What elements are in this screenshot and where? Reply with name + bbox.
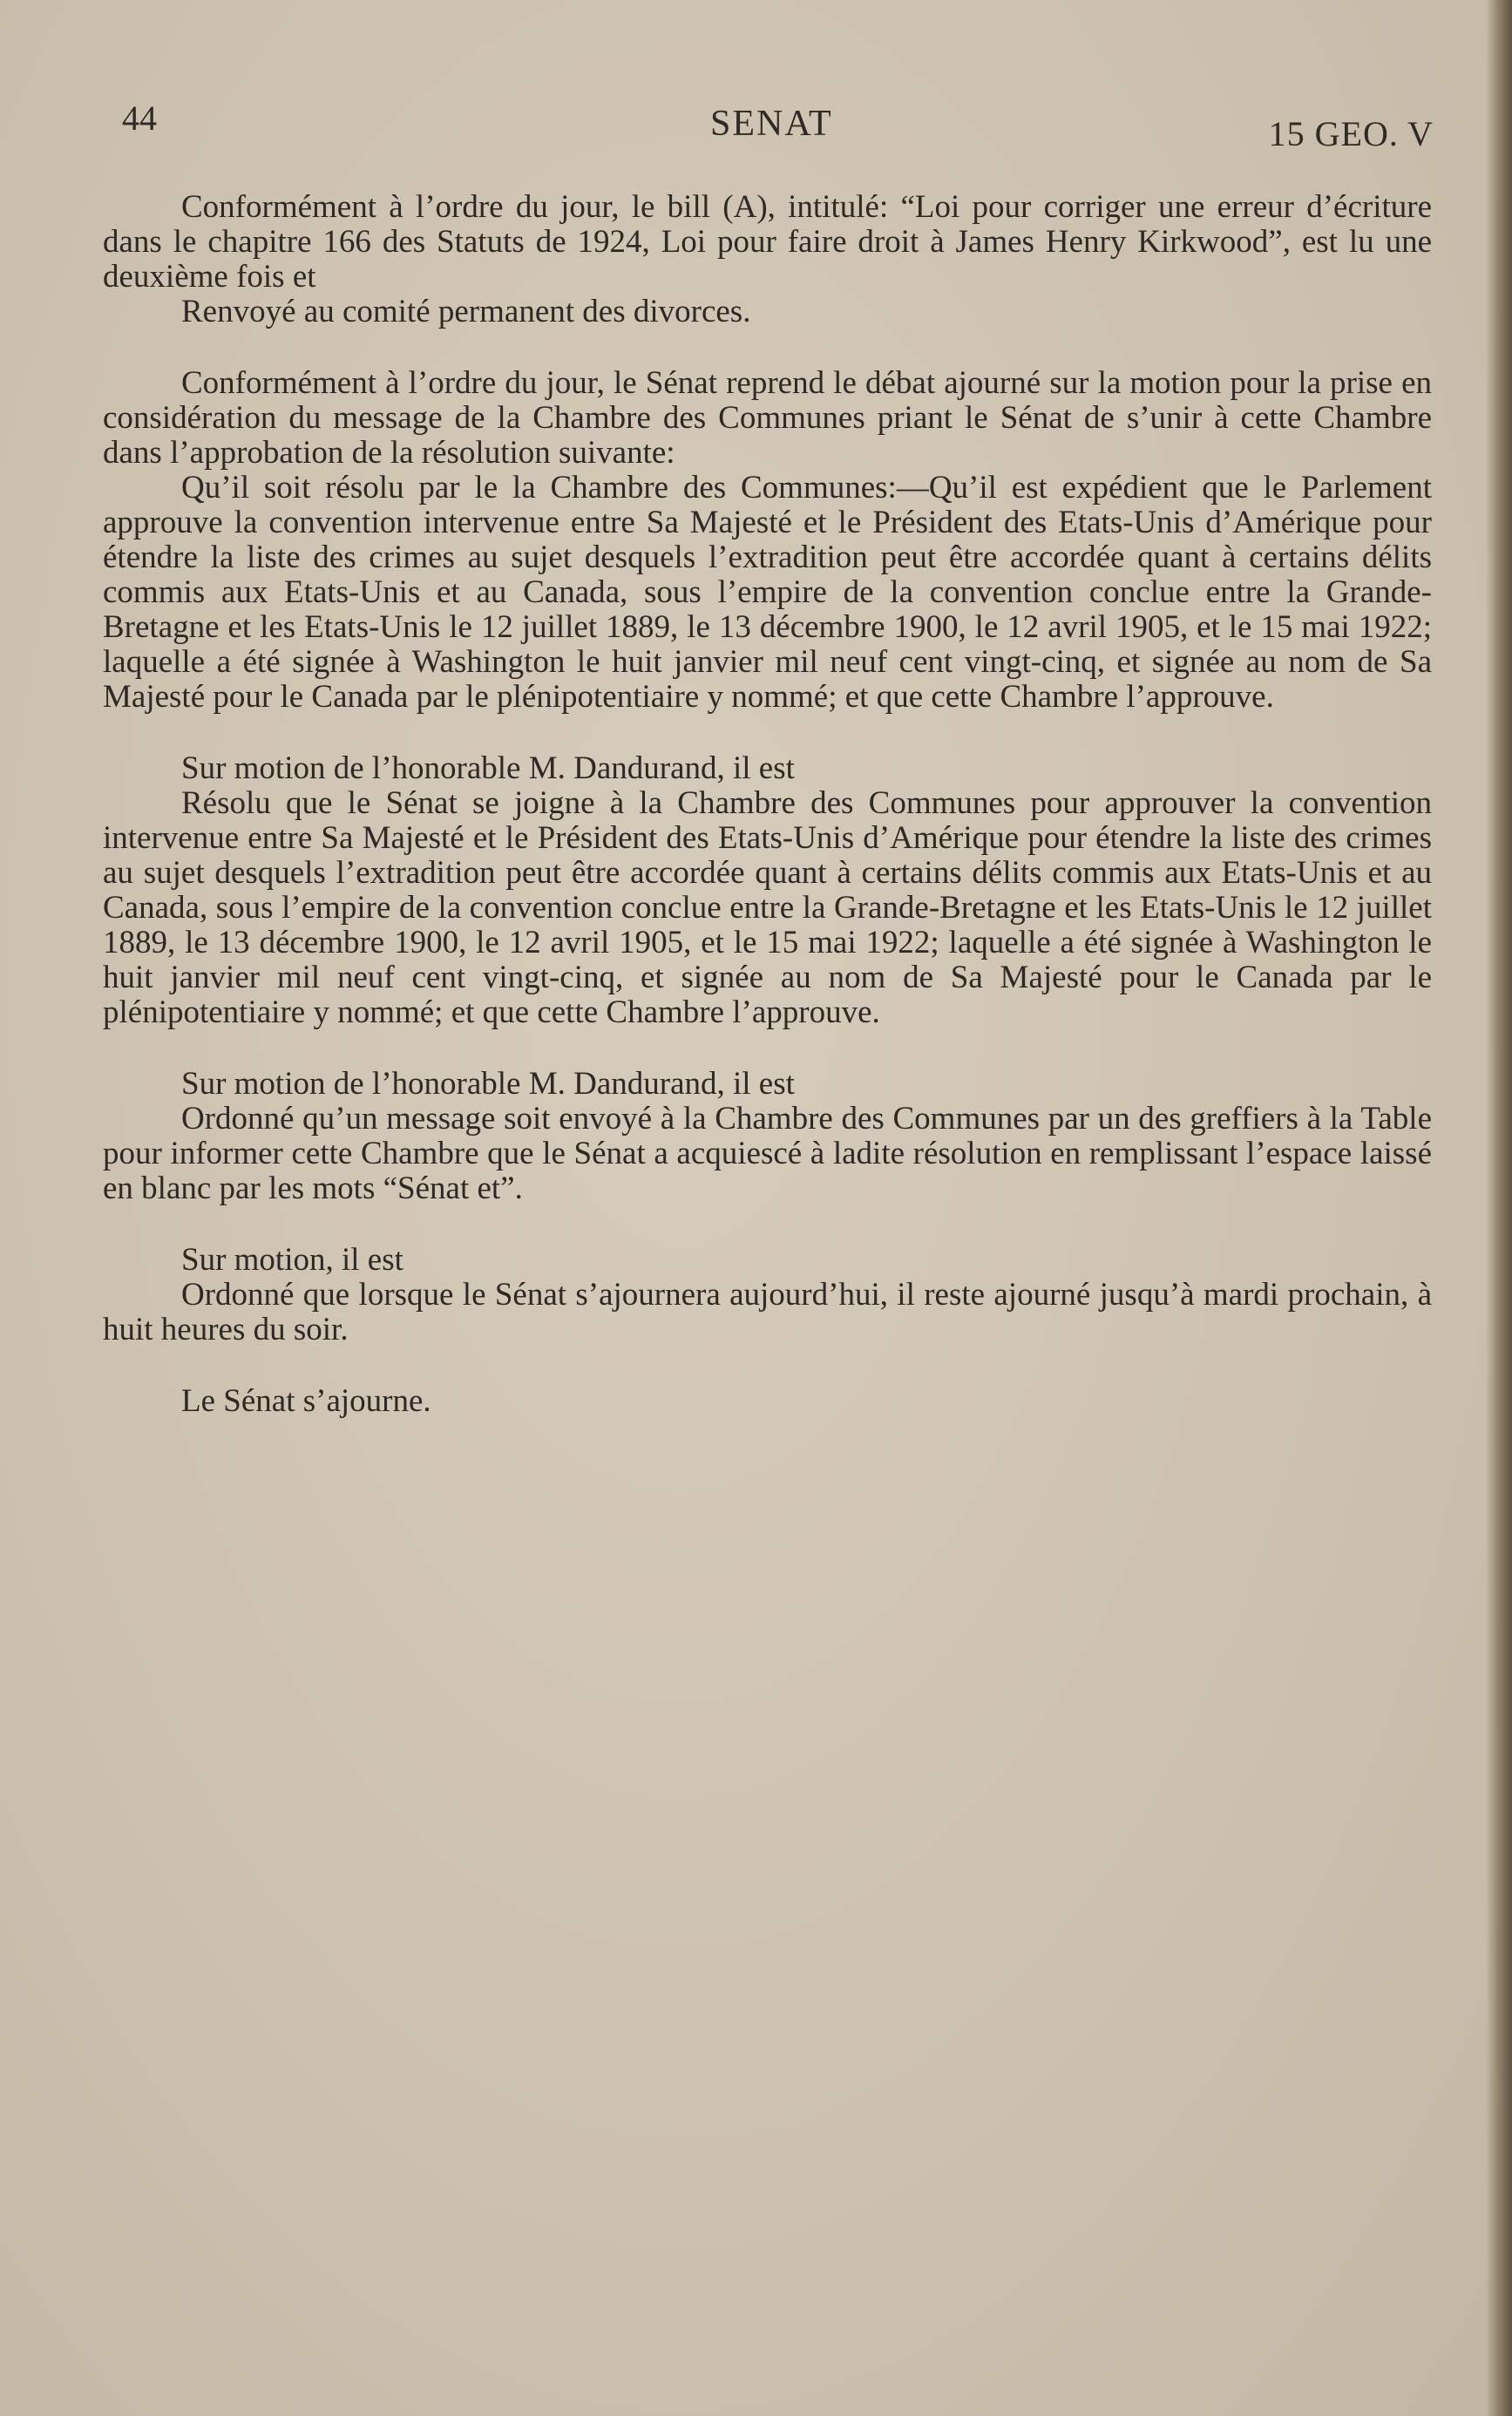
paragraph-gap [103, 329, 1432, 366]
regnal-year: 15 GEO. V [1268, 114, 1434, 153]
paragraph-gap [103, 1347, 1432, 1384]
paragraph-ordered-message-commons: Ordonné qu’un message soit envoyé à la Chambre des Communes par un des greffiers à la Table pour informer cette Chambre que le Sénat a acquiescé à ladite résolution en remplissant l’espace laissé en blanc par les mots “Sénat et”. [103, 1101, 1432, 1206]
page-spine-edge [1486, 0, 1512, 2416]
paragraph-gap [103, 715, 1432, 751]
paragraph-commons-resolution: Qu’il soit résolu par le la Chambre des Communes:—Qu’il est expédient que le Parlement approuve la convention intervenue entre Sa Majesté et le Président des Etats-Unis d’Amérique pour étendre la liste des crimes au sujet desquels l’extradition peut être accordée quant à certains délits commis aux Etats-Unis et au Canada, sous l’empire de la convention conclue entre la Grande-Bretagne et les Etats-Unis le 12 juillet 1889, le 13 décembre 1900, le 12 avril 1905, et le 15 mai 1922; laquelle a été signée à Washington le huit janvier mil neuf cent vingt-cinq, et signée au nom de Sa Majesté pour le Canada par le plénipotentiaire y nommé; et que cette Chambre l’approuve. [103, 470, 1432, 715]
paragraph-referred-divorce-committee: Renvoyé au comité permanent des divorces. [181, 294, 751, 329]
paragraph-debate-resumed: Conformément à l’ordre du jour, le Sénat reprend le débat ajourné sur la motion pour la prise en considération du message de la Chambre des Communes priant le Sénat de s’unir à cette Chambre dans l’approbation de la résolution suivante: [103, 365, 1432, 471]
paragraph-gap [103, 1206, 1432, 1243]
paragraph-ordered-adjournment: Ordonné que lorsque le Sénat s’ajournera aujourd’hui, il reste ajourné jusqu’à mardi prochain, à huit heures du soir. [103, 1277, 1432, 1347]
paragraph-motion-dandurand-2: Sur motion de l’honorable M. Dandurand, il est [181, 1066, 795, 1102]
paragraph-motion-dandurand-1: Sur motion de l’honorable M. Dandurand, il est [181, 750, 795, 786]
paragraph-senate-adjourns: Le Sénat s’ajourne. [181, 1383, 431, 1419]
paragraph-resolved-approve-convention: Résolu que le Sénat se joigne à la Chambre des Communes pour approuver la convention intervenue entre Sa Majesté et le Président des Etats-Unis d’Amérique pour étendre la liste des crimes au sujet desquels l’extradition peut être accordée quant à certains délits commis aux Etats-Unis et au Canada, sous l’empire de la convention conclue entre la Grande-Bretagne et les Etats-Unis le 12 juillet 1889, le 13 décembre 1900, le 12 avril 1905, et le 15 mai 1922; laquelle a été signée à Washington le huit janvier mil neuf cent vingt-cinq, et signée au nom de Sa Majesté pour le Canada par le plénipotentiaire y nommé; et que cette Chambre l’approuve. [103, 785, 1432, 1030]
paragraph-bill-a-second-reading: Conformément à l’ordre du jour, le bill (A), intitulé: “Loi pour corriger une erreur d’écriture dans le chapitre 166 des Statuts de 1924, Loi pour faire droit à James Henry Kirkwood”, est lu une deuxième fois et [103, 189, 1432, 295]
journal-body [103, 190, 1432, 1419]
page-header [0, 98, 1512, 153]
running-title: SENAT [710, 104, 833, 144]
paragraph-gap [103, 1030, 1432, 1067]
page-number: 44 [122, 98, 157, 138]
paragraph-motion-adjourn: Sur motion, il est [181, 1242, 403, 1278]
